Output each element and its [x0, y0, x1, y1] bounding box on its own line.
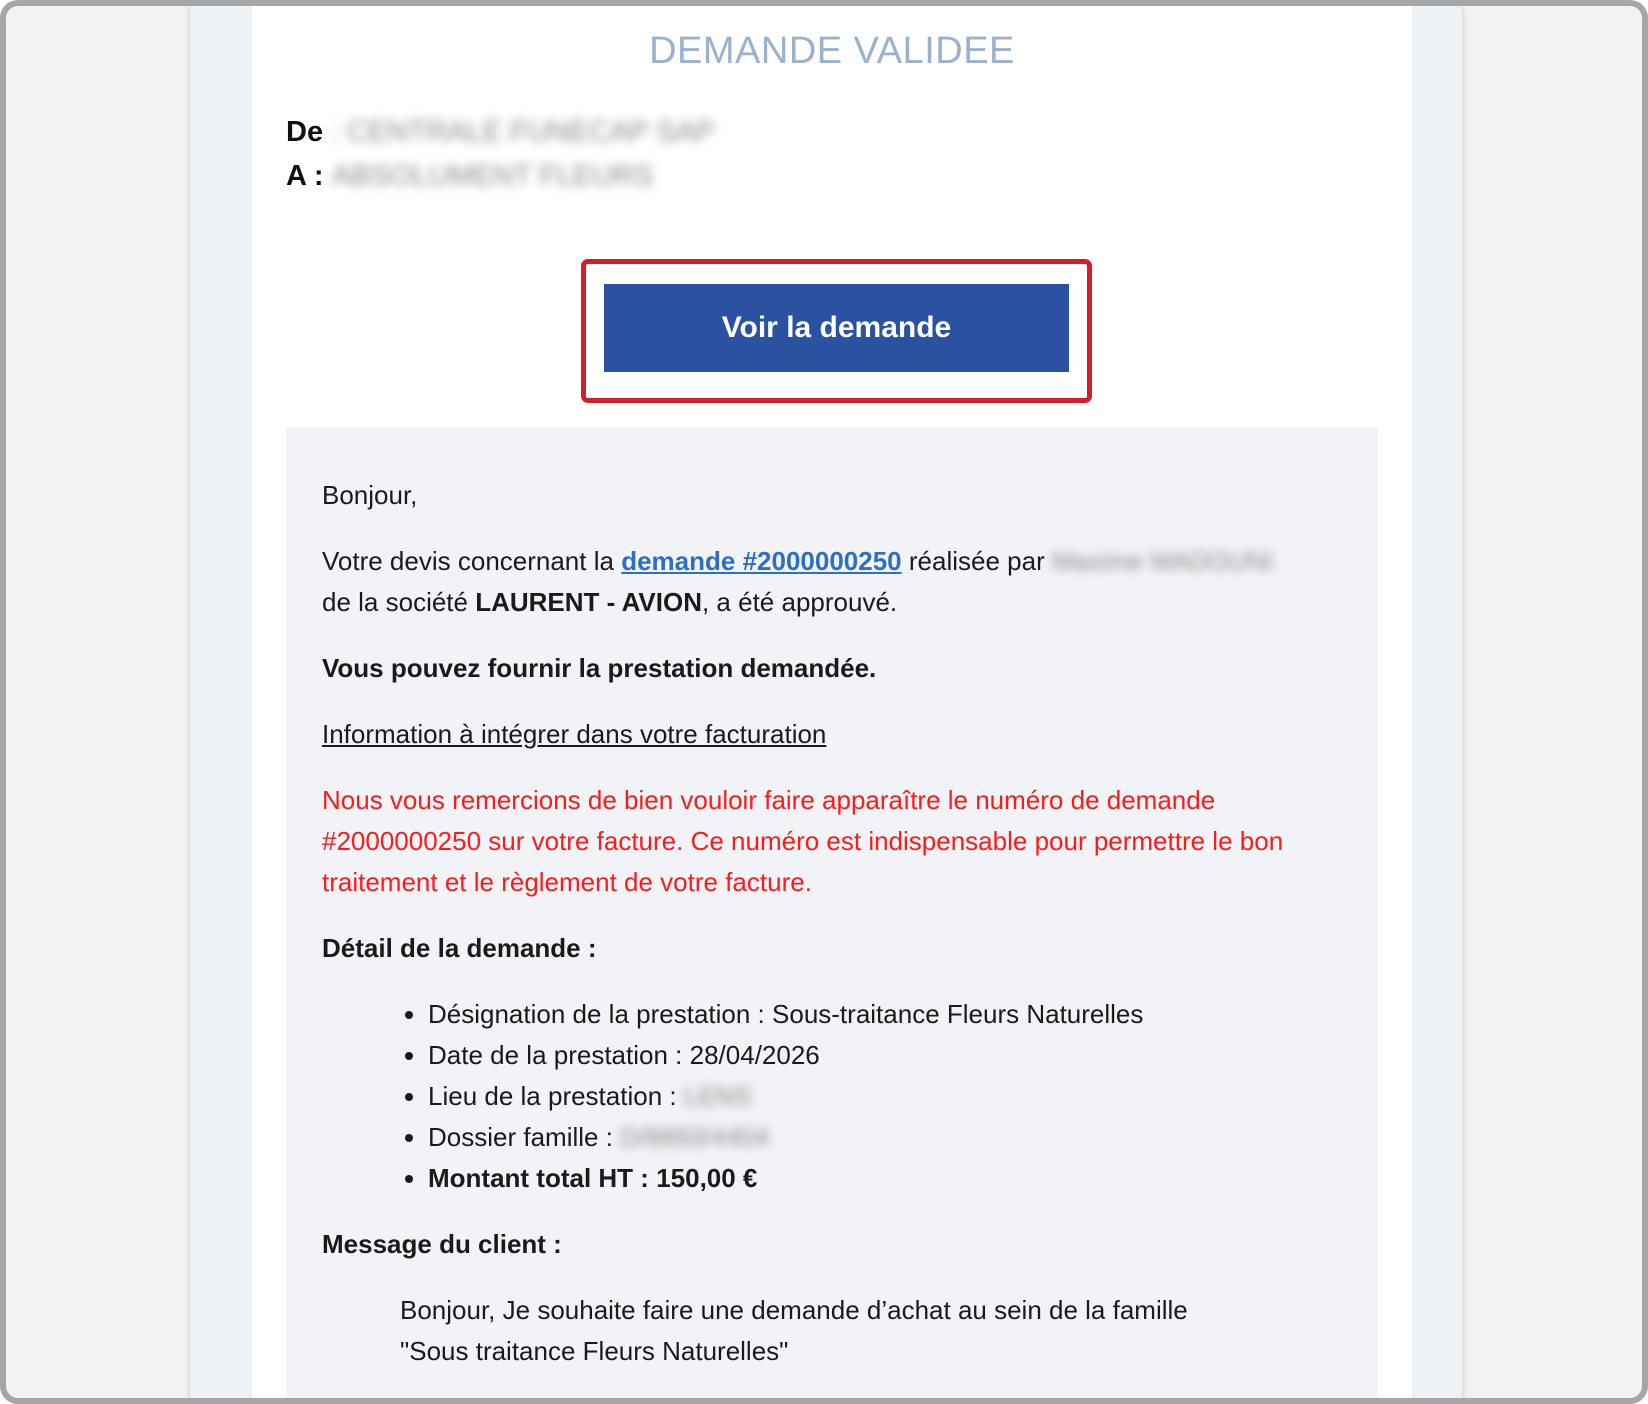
detail-label: Date de la prestation :	[428, 1040, 683, 1070]
email-body-box	[286, 427, 1378, 1404]
email-outer-container	[190, 6, 1462, 1404]
greeting: Bonjour,	[322, 480, 418, 510]
detail-item-dossier	[428, 1117, 1332, 1158]
detail-label: Montant total HT :	[428, 1163, 649, 1193]
invoice-notice: Nous vous remercions de bien vouloir faire apparaître le numéro de demande #2000000250 sur votre facture. Ce numéro est indispensable pour permettre le bon traitement et le règlement de votre facture.	[322, 785, 1284, 897]
email-body-content	[322, 475, 1332, 1372]
from-value-redacted: : CENTRALE FUNECAP SAP	[331, 116, 715, 148]
client-message-line: "Sous traitance Fleurs Naturelles"	[400, 1336, 789, 1366]
detail-item-montant	[428, 1158, 1332, 1199]
detail-item-designation	[428, 994, 1332, 1035]
detail-list	[322, 994, 1332, 1199]
detail-value: 28/04/2026	[689, 1040, 820, 1070]
detail-value: 150,00 €	[656, 1163, 758, 1193]
intro-text-2: réalisée par	[908, 546, 1045, 576]
to-row	[286, 160, 653, 193]
client-message-heading: Message du client :	[322, 1229, 562, 1259]
billing-info-heading: Information à intégrer dans votre facturation	[322, 719, 827, 749]
email-title: DEMANDE VALIDEE	[649, 30, 1015, 72]
detail-label: Désignation de la prestation :	[428, 999, 765, 1029]
detail-item-date	[428, 1035, 1332, 1076]
intro-text-3: de la société	[322, 587, 468, 617]
client-message-line: Bonjour, Je souhaite faire une demande d’achat au sein de la famille	[400, 1295, 1188, 1325]
requester-name-redacted: Maxime MADOUNI	[1051, 546, 1273, 576]
to-value-redacted: ABSOLUMENT FLEURS	[331, 160, 654, 192]
company-name: LAURENT - AVION	[475, 587, 702, 617]
detail-item-lieu	[428, 1076, 1332, 1117]
detail-value-redacted: D/8893/4404	[620, 1122, 770, 1152]
demande-link[interactable]: demande #2000000250	[621, 546, 902, 576]
provide-service-line: Vous pouvez fournir la prestation demandée.	[322, 653, 877, 683]
intro-text-1: Votre devis concernant la	[322, 546, 614, 576]
to-label: A :	[286, 160, 324, 192]
from-row	[286, 116, 714, 149]
intro-paragraph	[322, 541, 1332, 623]
voir-la-demande-button[interactable]: Voir la demande	[604, 284, 1069, 372]
detail-label: Lieu de la prestation :	[428, 1081, 677, 1111]
detail-value-redacted: LENS	[683, 1081, 752, 1111]
client-message	[322, 1290, 1260, 1372]
detail-value: Sous-traitance Fleurs Naturelles	[772, 999, 1144, 1029]
detail-heading: Détail de la demande :	[322, 933, 597, 963]
intro-text-4: , a été approuvé.	[701, 587, 898, 617]
email-card	[252, 6, 1412, 1404]
detail-label: Dossier famille :	[428, 1122, 613, 1152]
from-label: De	[286, 116, 324, 148]
